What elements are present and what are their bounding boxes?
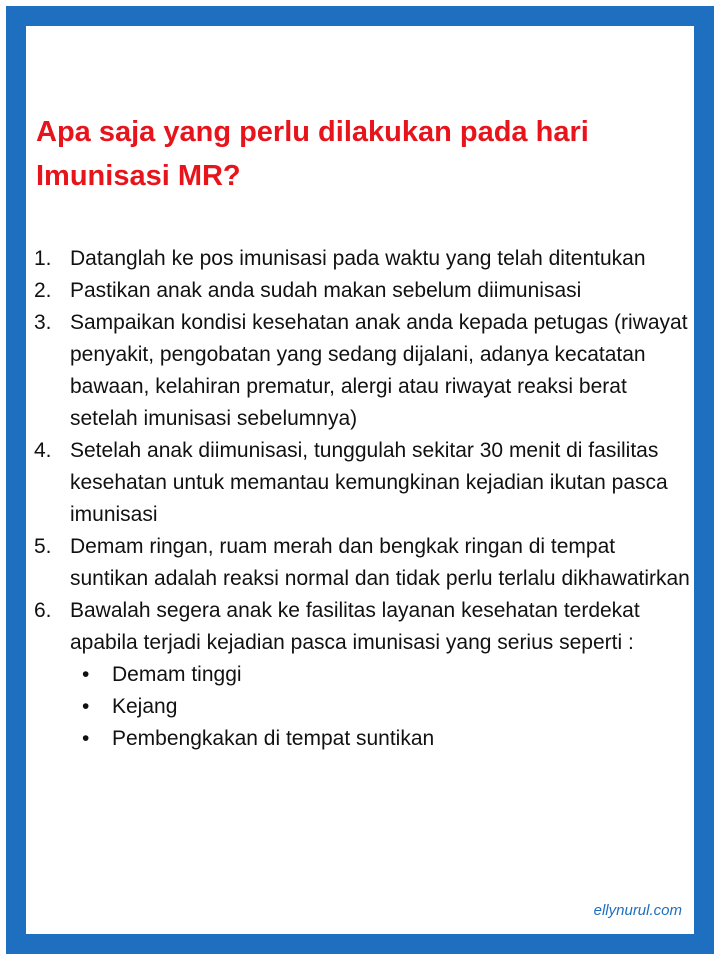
bullet-icon: • xyxy=(82,727,90,750)
symptom-list xyxy=(70,659,694,755)
watermark: ellynurul.com xyxy=(593,902,682,919)
list-item-text: Pastikan anak anda sudah makan sebelum diimunisasi xyxy=(70,279,582,302)
list-item-number: 1. xyxy=(34,247,52,270)
list-item-text: Setelah anak diimunisasi, tunggulah sekitar 30 menit di fasilitas kesehatan untuk memantau kemungkinan kejadian ikutan pasca imunisasi xyxy=(70,439,668,526)
list-item-text: Demam ringan, ruam merah dan bengkak ringan di tempat suntikan adalah reaksi normal dan tidak perlu terlalu dikhawatirkan xyxy=(70,535,690,590)
bullet-text: Demam tinggi xyxy=(112,663,242,686)
list-item-text: Sampaikan kondisi kesehatan anak anda kepada petugas (riwayat penyakit, pengobatan yang sedang dijalani, adanya kecatatan bawaan, kelahiran prematur, alergi atau riwayat reaksi berat setelah imunisasi sebelumnya) xyxy=(70,311,688,430)
list-item-number: 4. xyxy=(34,439,52,462)
list-item-number: 3. xyxy=(34,311,52,334)
list-item-text: Datanglah ke pos imunisasi pada waktu yang telah ditentukan xyxy=(70,247,646,270)
list-item xyxy=(34,275,694,307)
list-item-number: 2. xyxy=(34,279,52,302)
list-item xyxy=(34,307,694,435)
bullet-item xyxy=(70,659,694,691)
list-item xyxy=(34,435,694,531)
list-item-number: 5. xyxy=(34,535,52,558)
bullet-text: Pembengkakan di tempat suntikan xyxy=(112,727,435,750)
list-item xyxy=(34,531,694,595)
list-item xyxy=(34,595,694,755)
list-item xyxy=(34,243,694,275)
bullet-icon: • xyxy=(82,663,90,686)
bullet-text: Kejang xyxy=(112,695,178,718)
instruction-list xyxy=(34,243,694,755)
list-item-text: Bawalah segera anak ke fasilitas layanan kesehatan terdekat apabila terjadi kejadian pasca imunisasi yang serius seperti : xyxy=(70,599,640,654)
list-item-number: 6. xyxy=(34,599,52,622)
bullet-item xyxy=(70,691,694,723)
page-title: Apa saja yang perlu dilakukan pada hari Imunisasi MR? xyxy=(36,116,589,192)
bullet-item xyxy=(70,723,694,755)
bullet-icon: • xyxy=(82,695,90,718)
